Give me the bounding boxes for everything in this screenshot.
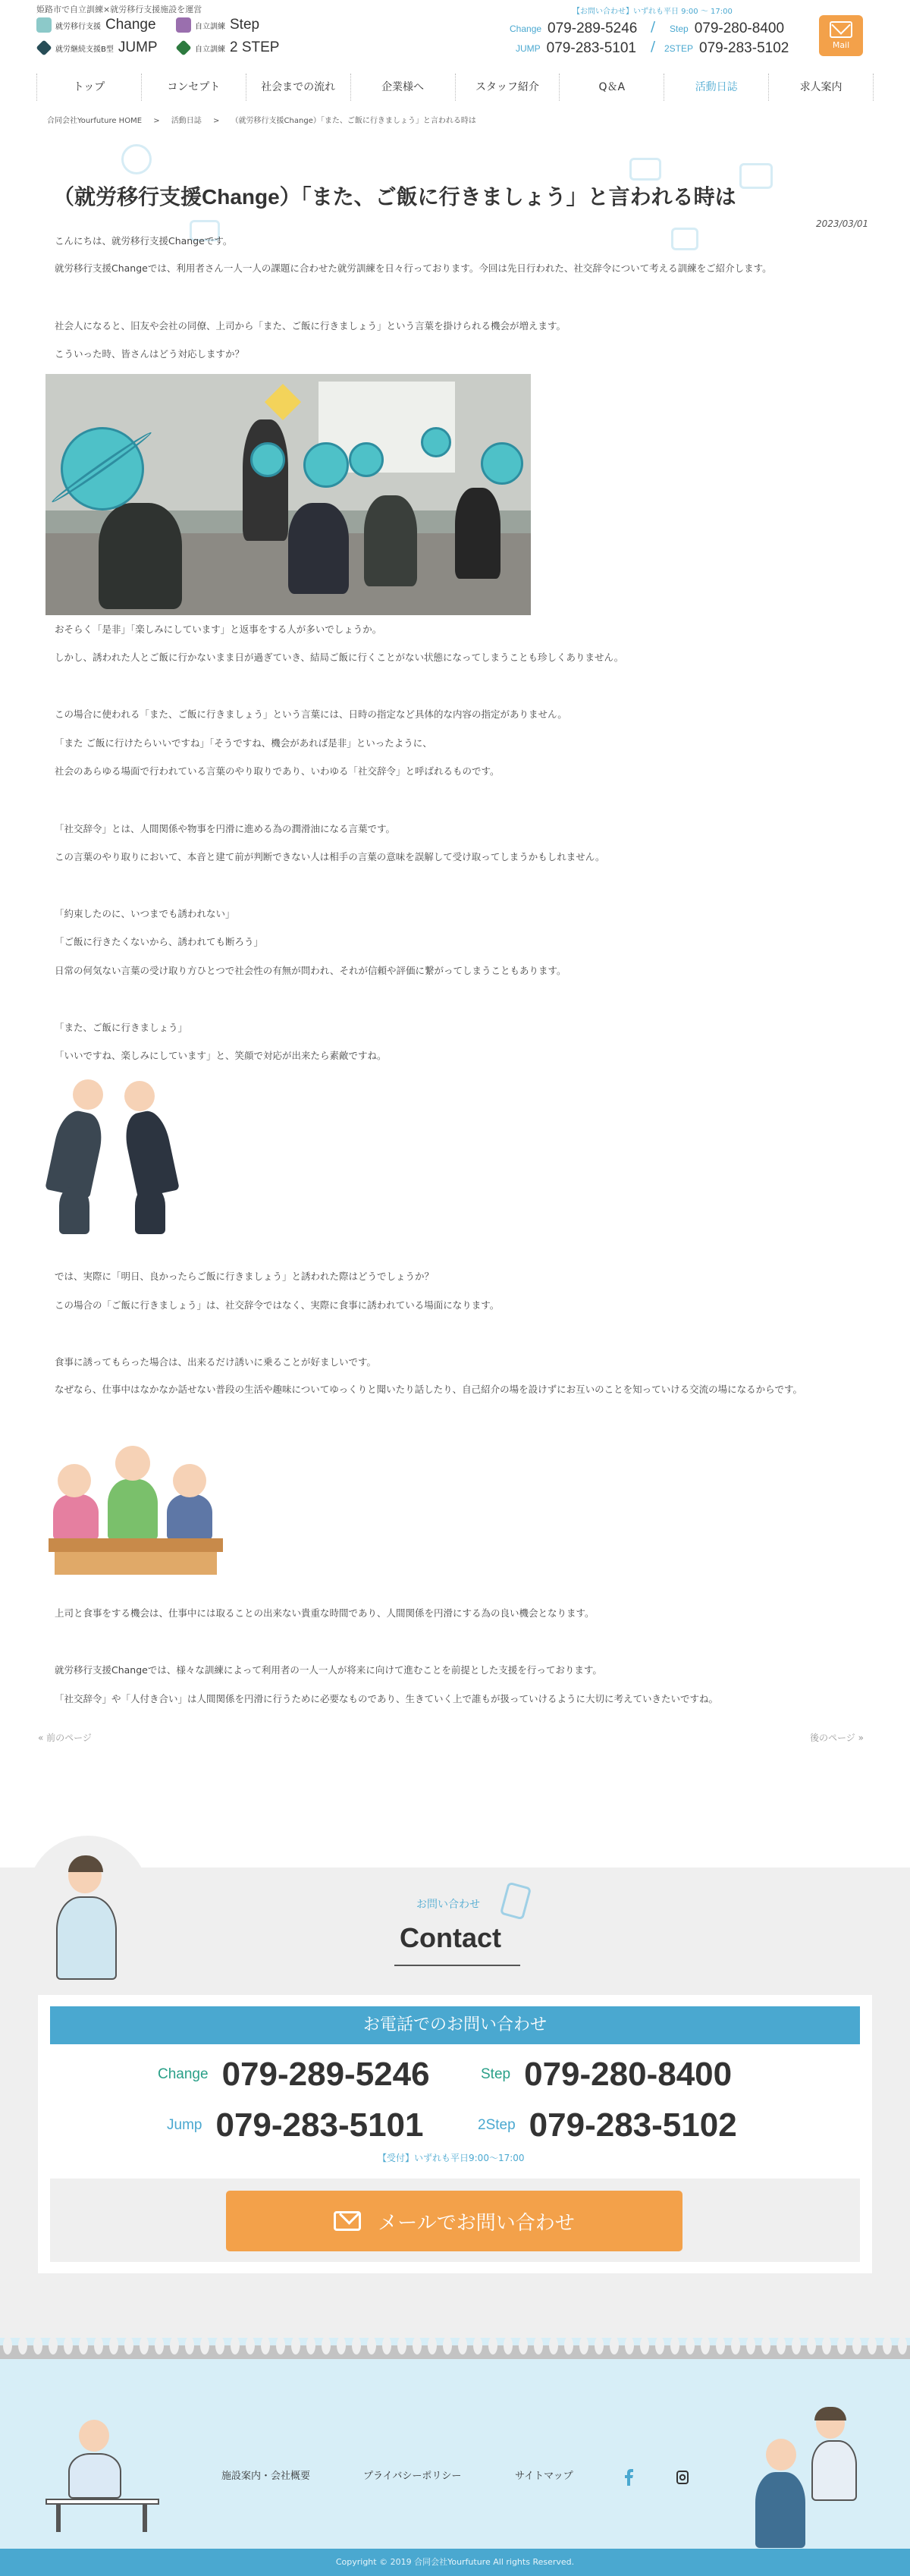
paragraph: こんにちは、就労移行支援Changeです。 xyxy=(55,235,233,247)
contact-phone-jump[interactable] xyxy=(167,2106,423,2144)
contact-mail-button[interactable] xyxy=(226,2191,682,2251)
phone-key: JUMP xyxy=(516,43,541,54)
article-title: （就労移行支援Change）「また、ご飯に行きましょう」と言われる時は xyxy=(53,185,736,209)
phone-number: 079-289-5246 xyxy=(548,20,638,36)
contact-phone-number: 079-283-5102 xyxy=(529,2106,737,2144)
brand-change-name: Change xyxy=(105,17,156,33)
phone-key: 2STEP xyxy=(664,43,694,54)
contact-phone-heading: お電話でのお問い合わせ xyxy=(50,2006,860,2044)
contact-phone-step[interactable] xyxy=(481,2056,732,2094)
training-photo xyxy=(46,374,531,615)
brand-2step-small: 自立訓練 xyxy=(195,45,225,54)
footer-wave-border xyxy=(0,2329,910,2374)
site-header xyxy=(0,0,910,64)
footer-link-about[interactable]: 施設案内・会社概要 xyxy=(221,2471,311,2482)
step-logo-icon xyxy=(176,17,191,33)
lightbulb-icon xyxy=(121,144,152,174)
mail-label: Mail xyxy=(832,40,850,50)
header-mail-button[interactable] xyxy=(819,15,863,56)
paragraph: 社会人になると、旧友や会社の同僚、上司から「また、ご飯に行きましょう」という言葉を掛けられる機会が増えます。 xyxy=(55,320,566,331)
nav-item-qa[interactable]: Q＆A xyxy=(559,74,664,101)
jump-logo-icon xyxy=(36,39,52,55)
brand-jump[interactable] xyxy=(36,39,158,56)
brand-change-small: 就労移行支援 xyxy=(55,22,101,31)
breadcrumb xyxy=(47,114,485,125)
brand-step[interactable] xyxy=(176,17,259,33)
paragraph: 社会のあらゆる場面で行われている言葉のやり取りであり、いわゆる「社交辞令」と呼ばれるものです。 xyxy=(55,765,500,777)
paragraph: 食事に誘ってもらった場合は、出来るだけ誘いに乗ることが好ましいです。 xyxy=(55,1356,377,1368)
breadcrumb-diary[interactable]: 活動日誌 xyxy=(171,117,202,125)
contact-title-underline xyxy=(394,1965,520,1966)
document-icon xyxy=(629,158,661,181)
paragraph: 「社交辞令」とは、人間関係や物事を円滑に進める為の潤滑油になる言葉です。 xyxy=(55,823,396,834)
paragraph: この場合の「ご飯に行きましょう」は、社交辞令ではなく、実際に食事に誘われている場面になります。 xyxy=(55,1299,500,1311)
header-phone-2step[interactable] xyxy=(664,40,789,57)
contact-phone-key: Jump xyxy=(167,2117,202,2133)
phone-separator: / xyxy=(651,39,656,55)
bowing-businessmen-illustration xyxy=(46,1073,197,1236)
chart-icon xyxy=(671,228,698,250)
global-nav xyxy=(36,74,874,101)
paragraph: 就労移行支援Changeでは、様々な訓練によって利用者の一人一人が将来に向けて進むことを前提とした支援を行っております。 xyxy=(55,1664,602,1676)
paragraph: こういった時、皆さんはどう対応しますか？ xyxy=(55,348,245,360)
phone-separator: / xyxy=(651,19,656,35)
phone-key: Step xyxy=(670,24,689,34)
paragraph: 「いいですね、楽しみにしています」と、笑顔で対応が出来たら素敵ですね。 xyxy=(55,1050,387,1061)
phone-number: 079-283-5101 xyxy=(546,40,636,56)
man-at-desk-illustration xyxy=(46,2420,159,2534)
contact-phone-number: 079-280-8400 xyxy=(524,2056,733,2093)
breadcrumb-sep: > xyxy=(153,117,160,125)
brand-2step[interactable] xyxy=(176,39,279,56)
monitor-icon xyxy=(739,163,773,189)
paragraph: 「ご飯に行きたくないから、誘われても断ろう」 xyxy=(55,936,264,947)
contact-phone-key: Change xyxy=(158,2066,209,2082)
header-hours: 【お問い合わせ】いずれも平日 9:00 ～ 17:00 xyxy=(573,8,733,16)
prev-page-link[interactable]: « 前のページ xyxy=(38,1733,92,1743)
nav-item-diary[interactable]: 活動日誌 xyxy=(664,74,768,101)
brand-step-small: 自立訓練 xyxy=(195,22,225,31)
article-date: 2023/03/01 xyxy=(816,218,869,229)
paragraph: 「約束したのに、いつまでも誘われない」 xyxy=(55,908,235,919)
contact-phone-2step[interactable] xyxy=(478,2106,737,2144)
paragraph: この場合に使われる「また、ご飯に行きましょう」という言葉には、日時の指定など具体的な内容の指定がありません。 xyxy=(55,708,567,720)
nav-item-flow[interactable]: 社会までの流れ xyxy=(246,74,350,101)
nav-item-companies[interactable]: 企業様へ xyxy=(350,74,455,101)
footer-copyright: Copyright © 2019 合同会社Yourfuture All rights Reserved. xyxy=(0,2549,910,2576)
phone-key: Change xyxy=(510,24,542,34)
instagram-icon[interactable] xyxy=(676,2469,689,2486)
phone-number: 079-280-8400 xyxy=(694,20,785,36)
dinner-party-illustration xyxy=(49,1441,223,1585)
contact-phone-key: Step xyxy=(481,2066,511,2082)
brand-jump-small: 就労継続支援B型 xyxy=(55,45,114,54)
contact-phone-key: 2Step xyxy=(478,2117,516,2133)
next-page-link[interactable]: 後のページ » xyxy=(810,1733,864,1743)
contact-mail-label: メールでお問い合わせ xyxy=(378,2211,575,2235)
brand-step-name: Step xyxy=(230,17,260,33)
nav-item-top[interactable]: トップ xyxy=(36,74,141,101)
paragraph: おそらく「是非」「楽しみにしています」と返事をする人が多いでしょうか。 xyxy=(55,624,382,635)
paragraph: 日常の何気ない言葉の受け取り方ひとつで社会性の有無が問われ、それが信頼や評価に繋がってしまうこともあります。 xyxy=(55,965,566,976)
paragraph: しかし、誘われた人とご飯に行かないまま日が過ぎていき、結局ご飯に行くことがない状態になってしまうことも珍しくありません。 xyxy=(55,652,624,663)
breadcrumb-sep: > xyxy=(212,117,220,125)
paragraph: なぜなら、仕事中はなかなか話せない普段の生活や趣味についてゆっくりと聞いたり話したり、自己紹介の場を設けずにお互いのことを知っていける交流の場になるからです。 xyxy=(55,1384,803,1395)
contact-phone-number: 079-289-5246 xyxy=(221,2056,430,2093)
site-tagline: 姫路市で自立訓練×就労移行支援施設を運営 xyxy=(36,5,202,14)
footer-link-privacy[interactable]: プライバシーポリシー xyxy=(363,2471,462,2482)
woman-with-phone-illustration xyxy=(46,1851,129,1995)
paragraph: 上司と食事をする機会は、仕事中には取ることの出来ない貴重な時間であり、人間関係を円滑にする為の良い機会となります。 xyxy=(55,1607,595,1619)
contact-title: Contact xyxy=(400,1922,501,1953)
footer-link-sitemap[interactable]: サイトマップ xyxy=(515,2471,573,2482)
mail-icon xyxy=(830,21,852,38)
breadcrumb-home[interactable]: 合同会社Yourfuture HOME xyxy=(47,117,143,125)
contact-phone-number: 079-283-5101 xyxy=(215,2106,424,2144)
contact-hours: 【受付】いずれも平日9:00～17:00 xyxy=(378,2153,525,2163)
paragraph: 「また、ご飯に行きましょう」 xyxy=(55,1022,188,1033)
paragraph: では、実際に「明日、良かったらご飯に行きましょう」と誘われた際はどうでしょうか？ xyxy=(55,1271,435,1282)
paragraph: 「また ご飯に行けたらいいですね」「そうですね、機会があれば是非」といったように、 xyxy=(55,737,432,749)
paragraph: 就労移行支援Changeでは、利用者さん一人一人の課題に合わせた就労訓練を日々行っております。今回は先日行われた、社交辞令について考える訓練をご紹介します。 xyxy=(55,262,772,274)
contact-subtitle: お問い合わせ xyxy=(416,1899,480,1911)
2step-logo-icon xyxy=(175,39,191,55)
brand-2step-name: 2 STEP xyxy=(230,39,280,55)
phone-number: 079-283-5102 xyxy=(699,40,789,56)
facebook-icon[interactable] xyxy=(623,2469,634,2486)
paragraph: この言葉のやり取りにおいて、本音と建て前が判断できない人は相手の言葉の意味を誤解して受け取ってしまうかもしれません。 xyxy=(55,851,605,862)
contact-phone-change[interactable] xyxy=(158,2056,430,2094)
mail-icon xyxy=(334,2211,361,2231)
brand-change[interactable] xyxy=(36,17,156,33)
header-phone-step[interactable] xyxy=(670,20,784,37)
office-workers-illustration xyxy=(751,2408,872,2549)
nav-item-recruit[interactable]: 求人案内 xyxy=(768,74,874,101)
header-phone-jump[interactable] xyxy=(516,40,636,57)
breadcrumb-current: （就労移行支援Change）「また、ご飯に行きましょう」と言われる時は xyxy=(231,117,476,125)
header-phone-change[interactable] xyxy=(510,20,637,37)
paragraph: 「社交辞令」や「人付き合い」は人間関係を円滑に行うために必要なものであり、生きていく上で誰もが扱っていけるように大切に考えていきたいですね。 xyxy=(55,1693,719,1704)
change-logo-icon xyxy=(36,17,52,33)
brand-jump-name: JUMP xyxy=(118,39,158,55)
nav-item-staff[interactable]: スタッフ紹介 xyxy=(455,74,560,101)
nav-item-concept[interactable]: コンセプト xyxy=(141,74,246,101)
